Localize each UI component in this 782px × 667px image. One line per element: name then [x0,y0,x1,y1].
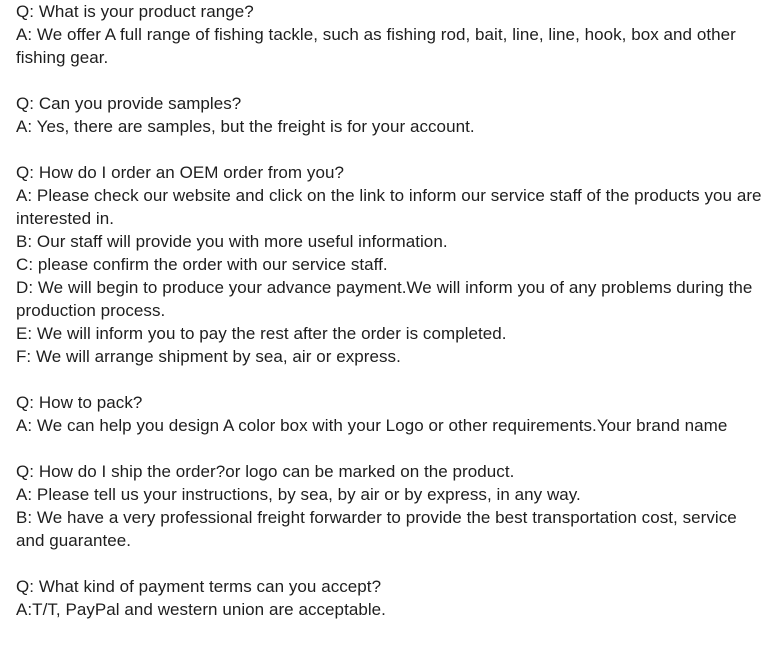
faq-block-product-range [16,0,766,69]
faq-question: Q: What kind of payment terms can you accept? [16,577,382,596]
faq-answer: C: please confirm the order with our service staff. [16,255,388,274]
faq-answer: A:T/T, PayPal and western union are acceptable. [16,600,386,619]
faq-answer: A: Please check our website and click on the link to inform our service staff of the products you are interested in. [16,186,762,228]
faq-question: Q: What is your product range? [16,2,254,21]
faq-block-payment [16,575,766,621]
faq-block-oem-order [16,161,766,368]
faq-block-shipping [16,460,766,552]
faq-question: Q: Can you provide samples? [16,94,242,113]
faq-answer: B: We have a very professional freight forwarder to provide the best transportation cost, service and guarantee. [16,508,737,550]
faq-answer: E: We will inform you to pay the rest after the order is completed. [16,324,507,343]
faq-answer: A: Please tell us your instructions, by sea, by air or by express, in any way. [16,485,581,504]
faq-answer: A: We offer A full range of fishing tackle, such as fishing rod, bait, line, line, hook, box and other fishing gear. [16,25,736,67]
faq-answer: A: We can help you design A color box with your Logo or other requirements.Your brand name [16,416,728,435]
faq-block-packing [16,391,766,437]
faq-question: Q: How to pack? [16,393,143,412]
faq-answer: F: We will arrange shipment by sea, air or express. [16,347,401,366]
faq-block-samples [16,92,766,138]
faq-question: Q: How do I order an OEM order from you? [16,163,344,182]
faq-answer: A: Yes, there are samples, but the freight is for your account. [16,117,475,136]
faq-answer: B: Our staff will provide you with more useful information. [16,232,448,251]
faq-question: Q: How do I ship the order?or logo can be marked on the product. [16,462,515,481]
faq-answer: D: We will begin to produce your advance payment.We will inform you of any problems during the production process. [16,278,753,320]
